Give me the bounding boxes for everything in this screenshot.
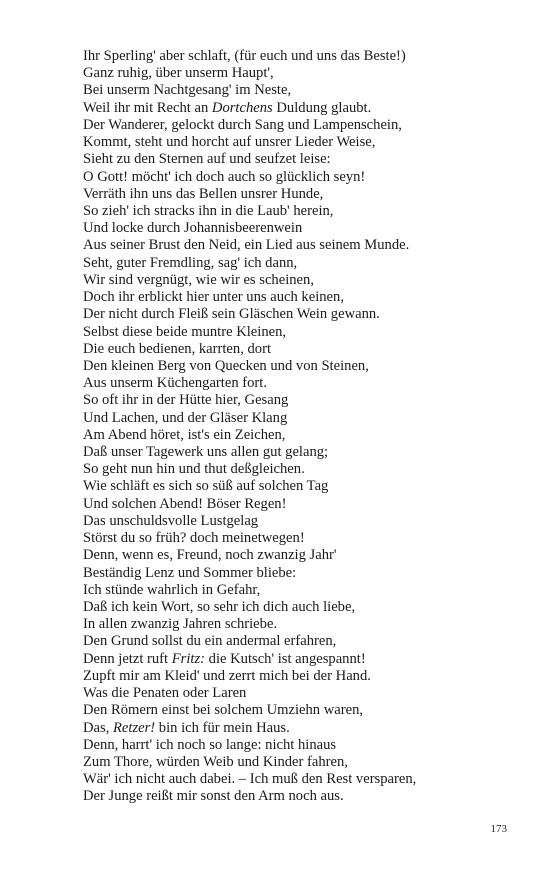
- line-text: Störst du so früh? doch meinetwegen!: [83, 530, 305, 547]
- poem-line: [83, 582, 523, 599]
- poem-line: [83, 169, 523, 186]
- line-text: Die euch bedienen, karrten, dort: [83, 340, 272, 357]
- line-text: Der Wanderer, gelockt durch Sang und Lampenschein,: [83, 116, 402, 133]
- poem-line: [83, 220, 523, 237]
- line-text: Duldung glaubt.: [272, 99, 372, 116]
- line-text: Daß unser Tagewerk uns allen gut gelang;: [83, 444, 329, 461]
- poem-line: [83, 616, 523, 633]
- line-text: Aus seiner Brust den Neid, ein Lied aus seinem Munde.: [83, 237, 410, 254]
- poem-line: [83, 737, 523, 754]
- poem-line: [83, 203, 523, 220]
- poem-line: [83, 685, 523, 702]
- poem-line: [83, 565, 523, 582]
- line-text: Wir sind vergnügt, wie wir es scheinen,: [83, 271, 314, 288]
- line-text: In allen zwanzig Jahren schriebe.: [83, 616, 278, 633]
- poem-line: [83, 754, 523, 771]
- line-text: Den Grund sollst du ein andermal erfahren,: [83, 633, 337, 650]
- line-text: Ihr Sperling' aber schlaft, (für euch und uns das Beste!): [83, 48, 406, 64]
- line-text: Zum Thore, würden Weib und Kinder fahren,: [83, 753, 348, 770]
- line-text: die Kutsch' ist angespannt!: [205, 650, 366, 667]
- line-text: Seht, guter Fremdling, sag' ich dann,: [83, 254, 298, 271]
- poem-line: [83, 702, 523, 719]
- line-text: Daß ich kein Wort, so sehr ich dich auch liebe,: [83, 599, 356, 615]
- poem-line: [83, 341, 523, 358]
- line-text: So oft ihr in der Hütte hier, Gesang: [83, 392, 289, 409]
- poem-line: [83, 117, 523, 134]
- poem-line: [83, 392, 523, 409]
- poem-line: [83, 547, 523, 564]
- poem-line: [83, 289, 523, 306]
- line-text: Doch ihr erblickt hier unter uns auch keinen,: [83, 289, 344, 306]
- line-text: So geht nun hin und thut deßgleichen.: [83, 461, 305, 478]
- poem-text: [83, 48, 523, 806]
- line-text: Den kleinen Berg von Quecken und von Steinen,: [83, 357, 369, 374]
- poem-line: [83, 513, 523, 530]
- poem-line: [83, 134, 523, 151]
- poem-line: [83, 358, 523, 375]
- poem-line: [83, 410, 523, 427]
- poem-line: [83, 633, 523, 650]
- line-text: Ganz ruhig, über unserm Haupt',: [83, 65, 274, 82]
- poem-line: [83, 788, 523, 805]
- line-text: bin ich für mein Haus.: [155, 719, 290, 736]
- poem-line: [83, 306, 523, 323]
- line-text: Und Lachen, und der Gläser Klang: [83, 409, 288, 426]
- poem-line: [83, 427, 523, 444]
- italic-name: Dortchens: [211, 99, 273, 116]
- line-text: Denn, harrt' ich noch so lange: nicht hinaus: [83, 736, 337, 753]
- line-text: Sieht zu den Sternen auf und seufzet leise:: [83, 151, 331, 168]
- line-text: Wie schläft es sich so süß auf solchen Tag: [83, 478, 329, 495]
- poem-line: [83, 186, 523, 203]
- poem-line: [83, 599, 523, 616]
- poem-line: [83, 237, 523, 254]
- poem-line: [83, 151, 523, 168]
- line-text: Und solchen Abend! Böser Regen!: [83, 495, 287, 512]
- line-text: Ich stünde wahrlich in Gefahr,: [83, 581, 261, 598]
- line-text: Das,: [83, 719, 113, 736]
- poem-line: [83, 771, 523, 788]
- poem-line: [83, 478, 523, 495]
- line-text: Denn, wenn es, Freund, noch zwanzig Jahr': [83, 547, 337, 564]
- line-text: Wär' ich nicht auch dabei. – Ich muß den Rest versparen,: [83, 771, 417, 788]
- line-text: Beständig Lenz und Sommer bliebe:: [83, 564, 297, 581]
- poem-line: [83, 65, 523, 82]
- poem-line: [83, 668, 523, 685]
- line-text: Das unschuldsvolle Lustgelag: [83, 512, 259, 529]
- poem-line: [83, 530, 523, 547]
- line-text: Aus unserm Küchengarten fort.: [83, 375, 267, 392]
- line-text: Den Römern einst bei solchem Umziehn waren,: [83, 702, 364, 719]
- line-text: Und locke durch Johannisbeerenwein: [83, 220, 303, 237]
- poem-line: [83, 496, 523, 513]
- poem-line: [83, 375, 523, 392]
- line-text: Kommt, steht und horcht auf unsrer Lieder Weise,: [83, 134, 376, 151]
- poem-line: [83, 272, 523, 289]
- poem-line: [83, 255, 523, 272]
- poem-line: [83, 48, 523, 65]
- line-text: Denn jetzt ruft: [83, 650, 172, 667]
- line-text: Der Junge reißt mir sonst den Arm noch aus.: [83, 788, 344, 805]
- poem-line: [83, 444, 523, 461]
- line-text: Bei unserm Nachtgesang' im Neste,: [83, 82, 292, 99]
- poem-line: [83, 82, 523, 99]
- line-text: Zupft mir am Kleid' und zerrt mich bei der Hand.: [83, 667, 371, 684]
- italic-name: Fritz:: [171, 650, 205, 667]
- line-text: Der nicht durch Fleiß sein Gläschen Wein gewann.: [83, 306, 380, 323]
- line-text: Selbst diese beide muntre Kleinen,: [83, 323, 287, 340]
- line-text: Verräth ihn uns das Bellen unsrer Hunde,: [83, 185, 324, 202]
- line-text: So zieh' ich stracks ihn in die Laub' herein,: [83, 202, 334, 219]
- page-number: 173: [490, 823, 507, 835]
- poem-line: [83, 324, 523, 341]
- poem-line: [83, 100, 523, 117]
- line-text: O Gott! möcht' ich doch auch so glücklich seyn!: [83, 168, 366, 185]
- line-text: Am Abend höret, ist's ein Zeichen,: [83, 426, 286, 443]
- italic-name: Retzer!: [113, 719, 156, 736]
- line-text: Weil ihr mit Recht an: [83, 99, 212, 116]
- poem-line: [83, 720, 523, 737]
- poem-line: [83, 651, 523, 668]
- poem-line: [83, 461, 523, 478]
- line-text: Was die Penaten oder Laren: [83, 685, 247, 702]
